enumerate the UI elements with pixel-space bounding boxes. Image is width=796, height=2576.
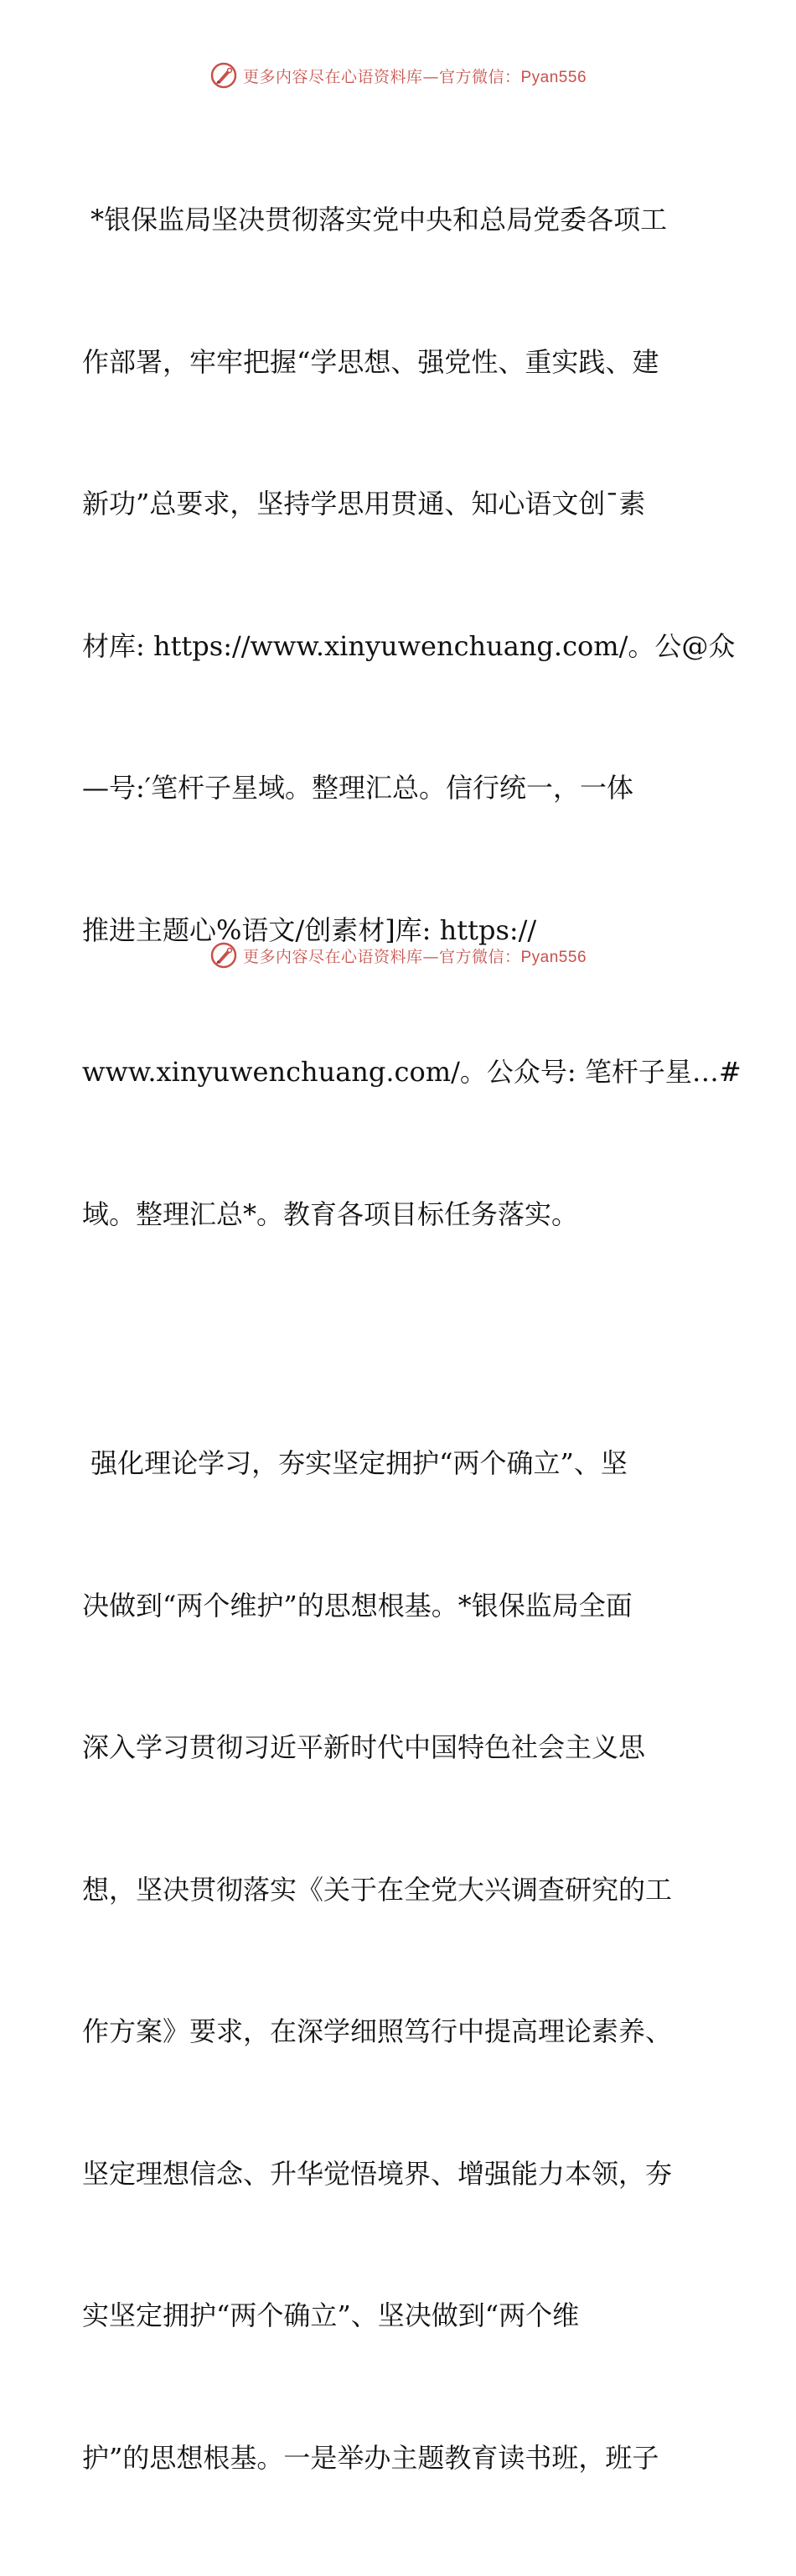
pen-logo-icon [209,941,238,970]
text-line: 坚定理想信念、升华觉悟境界、增强能力本领，夯 [82,2157,673,2190]
text-line: 深入学习贯彻习近平新时代中国特色社会主义思 [82,1731,646,1763]
header-banner-text: 更多内容尽在心语资料库—官方微信：Pyan556 [242,67,587,86]
text-line: 实坚定拥护“两个确立”、坚决做到“两个维 [82,2299,580,2331]
paragraph-1 [82,101,742,1332]
text-line: 护”的思想根基。一是举办主题教育读书班，班子 [82,2441,659,2474]
text-line: 域。整理汇总*。教育各项目标任务落实。 [82,1197,579,1230]
text-line: 新功”总要求，坚持学思用贯通、知心语文创¯素 [82,488,646,520]
text-line: 作方案》要求，在深学细照笃行中提高理论素养、 [82,2015,673,2047]
footer-banner [0,939,796,972]
footer-banner-text: 更多内容尽在心语资料库—官方微信：Pyan556 [242,947,587,966]
paragraph-2 [82,1345,719,2576]
pen-logo-icon [209,61,238,90]
document-body [82,101,742,2576]
text-line: 想，坚决贯彻落实《关于在全党大兴调查研究的工 [82,1873,673,1906]
text-line: 推进主题心%语文/创素材]库: https:// [82,913,537,946]
text-line: 作部署，牢牢把握“学思想、强党性、重实践、建 [82,345,659,378]
text-line: *银保监局坚决贯彻落实党中央和总局党委各项工 [82,204,668,235]
header-banner [0,59,796,92]
text-line: —号:′笔杆子星域。整理汇总。信行统一，一体 [82,772,634,804]
text-line: 材库: https://www.xinyuwenchuang.com/。公@众 [82,629,736,662]
text-line: www.xinyuwenchuang.com/。公众号: 笔杆子星…# [82,1056,742,1088]
text-line: 决做到“两个维护”的思想根基。*银保监局全面 [82,1589,633,1622]
footer-wechat-id: Pyan556 [520,948,587,966]
text-line: 强化理论学习，夯实坚定拥护“两个确立”、坚 [82,1447,628,1479]
header-wechat-id: Pyan556 [520,68,587,86]
